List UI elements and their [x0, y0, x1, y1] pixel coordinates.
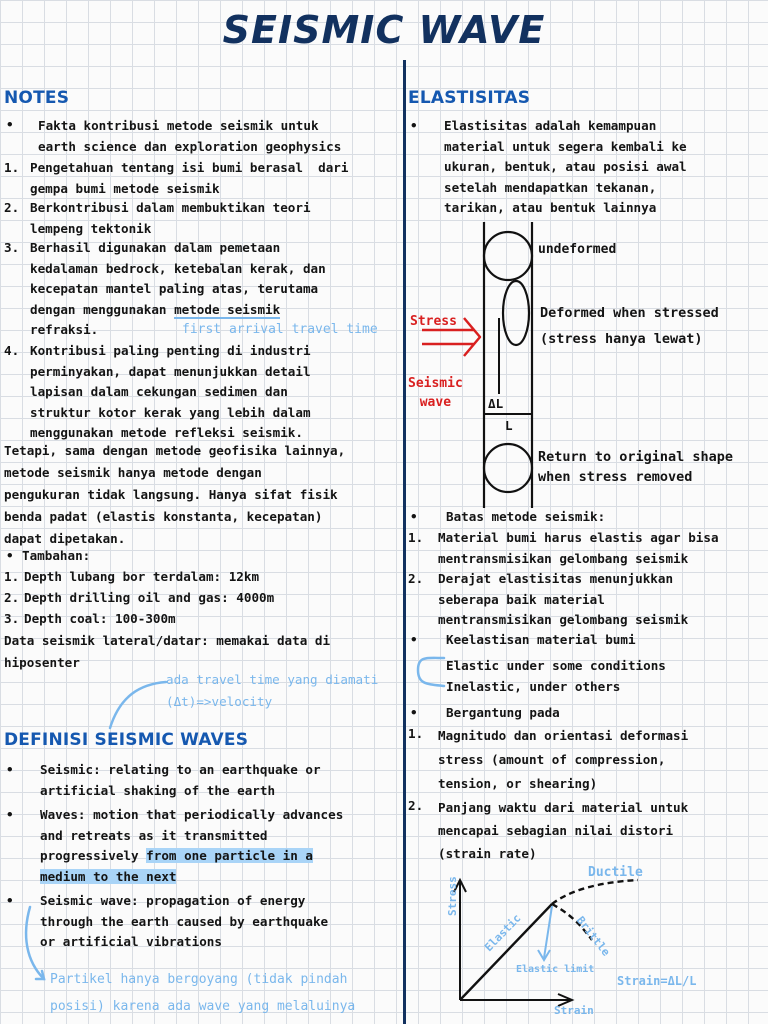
notes-item-1: Pengetahuan tentang isi bumi berasal dari gempa bumi metode seismik: [30, 160, 349, 196]
stress-label: Stress: [410, 314, 457, 329]
stress-axis-label: Stress: [446, 876, 459, 916]
tambahan-1: Depth lubang bor terdalam: 12km: [24, 569, 260, 584]
number-marker: 2.: [4, 590, 20, 605]
elastic-limit-label: Elastic limit: [516, 964, 595, 975]
definisi-heading: DEFINISI SEISMIC WAVES: [4, 730, 249, 750]
number-marker: 3.: [4, 240, 20, 255]
elastisitas-heading: ELASTISITAS: [408, 88, 531, 108]
l-label: L: [505, 418, 513, 433]
number-marker: 2.: [4, 200, 20, 215]
elastic-condition: Elastic under some conditions: [446, 658, 666, 673]
elastic-label: Elastic: [482, 911, 524, 955]
batas-item-1: Material bumi harus elastis agar bisa mentransmisikan gelombang seismik: [438, 530, 719, 566]
bullet-marker: •: [410, 705, 418, 720]
page-title: SEISMIC WAVE: [222, 8, 546, 52]
bullet-marker: •: [6, 548, 14, 563]
bullet-marker: •: [6, 117, 14, 132]
definisi-seismic-wave: Seismic wave: propagation of energy through the earth caused by earthquake or artificial vibrations: [40, 893, 329, 949]
batas-label: Batas metode seismik:: [446, 509, 606, 524]
notes-item-3-end: refraksi.: [30, 322, 99, 337]
seismic-wave-label: Seismic wave: [408, 376, 463, 410]
number-marker: 2.: [408, 571, 424, 586]
number-marker: 2.: [408, 798, 424, 813]
bullet-marker: •: [6, 807, 14, 822]
brittle-label: Brittle: [573, 914, 613, 959]
brace-icon: [408, 646, 448, 696]
bullet-marker: •: [410, 509, 418, 524]
lateral-note: Data seismik lateral/datar: memakai data di hiposenter: [4, 633, 331, 670]
number-marker: 1.: [4, 160, 20, 175]
partikel-note: posisi) karena ada wave yang melaluinya: [50, 999, 356, 1014]
tambahan-3: Depth coal: 100-300m: [24, 611, 176, 626]
number-marker: 1.: [408, 530, 424, 545]
return-label: Return to original shape when stress removed: [538, 449, 734, 485]
notes-item-3-text: Berhasil digunakan dalam pemetaan kedalaman bedrock, ketebalan kerak, dan kecepatan mantel paling atas, terutama dengan menggunakan: [30, 240, 326, 317]
definisi-waves-text: Waves: motion that periodically advances and retreats as it transmitted progressively: [40, 807, 344, 863]
bullet-marker: •: [410, 632, 418, 647]
highlight-text: from one particle in a: [146, 848, 313, 863]
notes-paragraph: Tetapi, sama dengan metode geofisika lainnya, metode seismik hanya metode dengan pengukuran tidak langsung. Hanya sifat fisik benda padat (elastis konstanta, kecepatan) dapat dipetakan.: [4, 443, 346, 546]
curved-arrow-icon: [100, 676, 170, 736]
bullet-marker: •: [6, 893, 14, 908]
highlight-text: medium to the next: [40, 868, 177, 884]
bergantung-label: Bergantung pada: [446, 705, 560, 720]
ductile-label: Ductile: [588, 865, 643, 880]
elastisitas-definition: Elastisitas adalah kemampuan material untuk segera kembali ke ukuran, bentuk, atau posisi awal setelah mendapatkan tekanan, tarikan, atau bentuk lainnya: [444, 118, 687, 215]
inelastic-condition: Inelastic, under others: [446, 679, 621, 694]
notes-bullet-1: Fakta kontribusi metode seismik untuk earth science dan exploration geophysics: [38, 118, 342, 154]
first-arrival-note: first arrival travel time: [182, 322, 378, 337]
number-marker: 1.: [408, 726, 424, 741]
strain-formula: Strain=ΔL/L: [617, 974, 697, 988]
bullet-marker: •: [6, 762, 14, 777]
notes-item-4: Kontribusi paling penting di industri perminyakan, dapat menunjukkan detail lapisan dalam cekungan sedimen dan struktur kotor kerak yang lebih dalam menggunakan metode refleksi seismik.: [30, 343, 311, 440]
tambahan-2: Depth drilling oil and gas: 4000m: [24, 590, 275, 605]
velocity-note: (Δt)=>velocity: [166, 694, 273, 709]
bergantung-item-2: Panjang waktu dari material untuk mencapai sebagian nilai distori (strain rate): [438, 800, 689, 861]
tambahan-label: Tambahan:: [22, 548, 91, 563]
notes-heading: NOTES: [4, 88, 70, 108]
partikel-note: Partikel hanya bergoyang (tidak pindah: [50, 972, 348, 987]
definisi-waves: [40, 805, 402, 887]
deformed-label: Deformed when stressed (stress hanya lewat): [540, 305, 719, 347]
notes-item-2: Berkontribusi dalam membuktikan teori lempeng tektonik: [30, 200, 311, 236]
column-divider: [403, 60, 406, 1024]
keelastisan-label: Keelastisan material bumi: [446, 632, 636, 647]
travel-time-note: ada travel time yang diamati: [166, 672, 379, 687]
underlined-term: metode seismik: [174, 301, 281, 317]
bullet-marker: •: [410, 118, 418, 133]
definisi-seismic: Seismic: relating to an earthquake or artificial shaking of the earth: [40, 762, 321, 798]
strain-axis-label: Strain: [554, 1004, 594, 1017]
batas-item-2: Derajat elastisitas menunjukkan seberapa baik material mentransmisikan gelombang seismik: [438, 571, 689, 627]
bergantung-item-1: Magnitudo dan orientasi deformasi stress (amount of compression, tension, or shearing): [438, 728, 689, 791]
number-marker: 4.: [4, 343, 20, 358]
number-marker: 3.: [4, 611, 20, 626]
curved-arrow-icon: [22, 905, 52, 985]
delta-l-label: ΔL: [488, 396, 504, 411]
undeformed-label: undeformed: [538, 242, 617, 257]
number-marker: 1.: [4, 569, 20, 584]
